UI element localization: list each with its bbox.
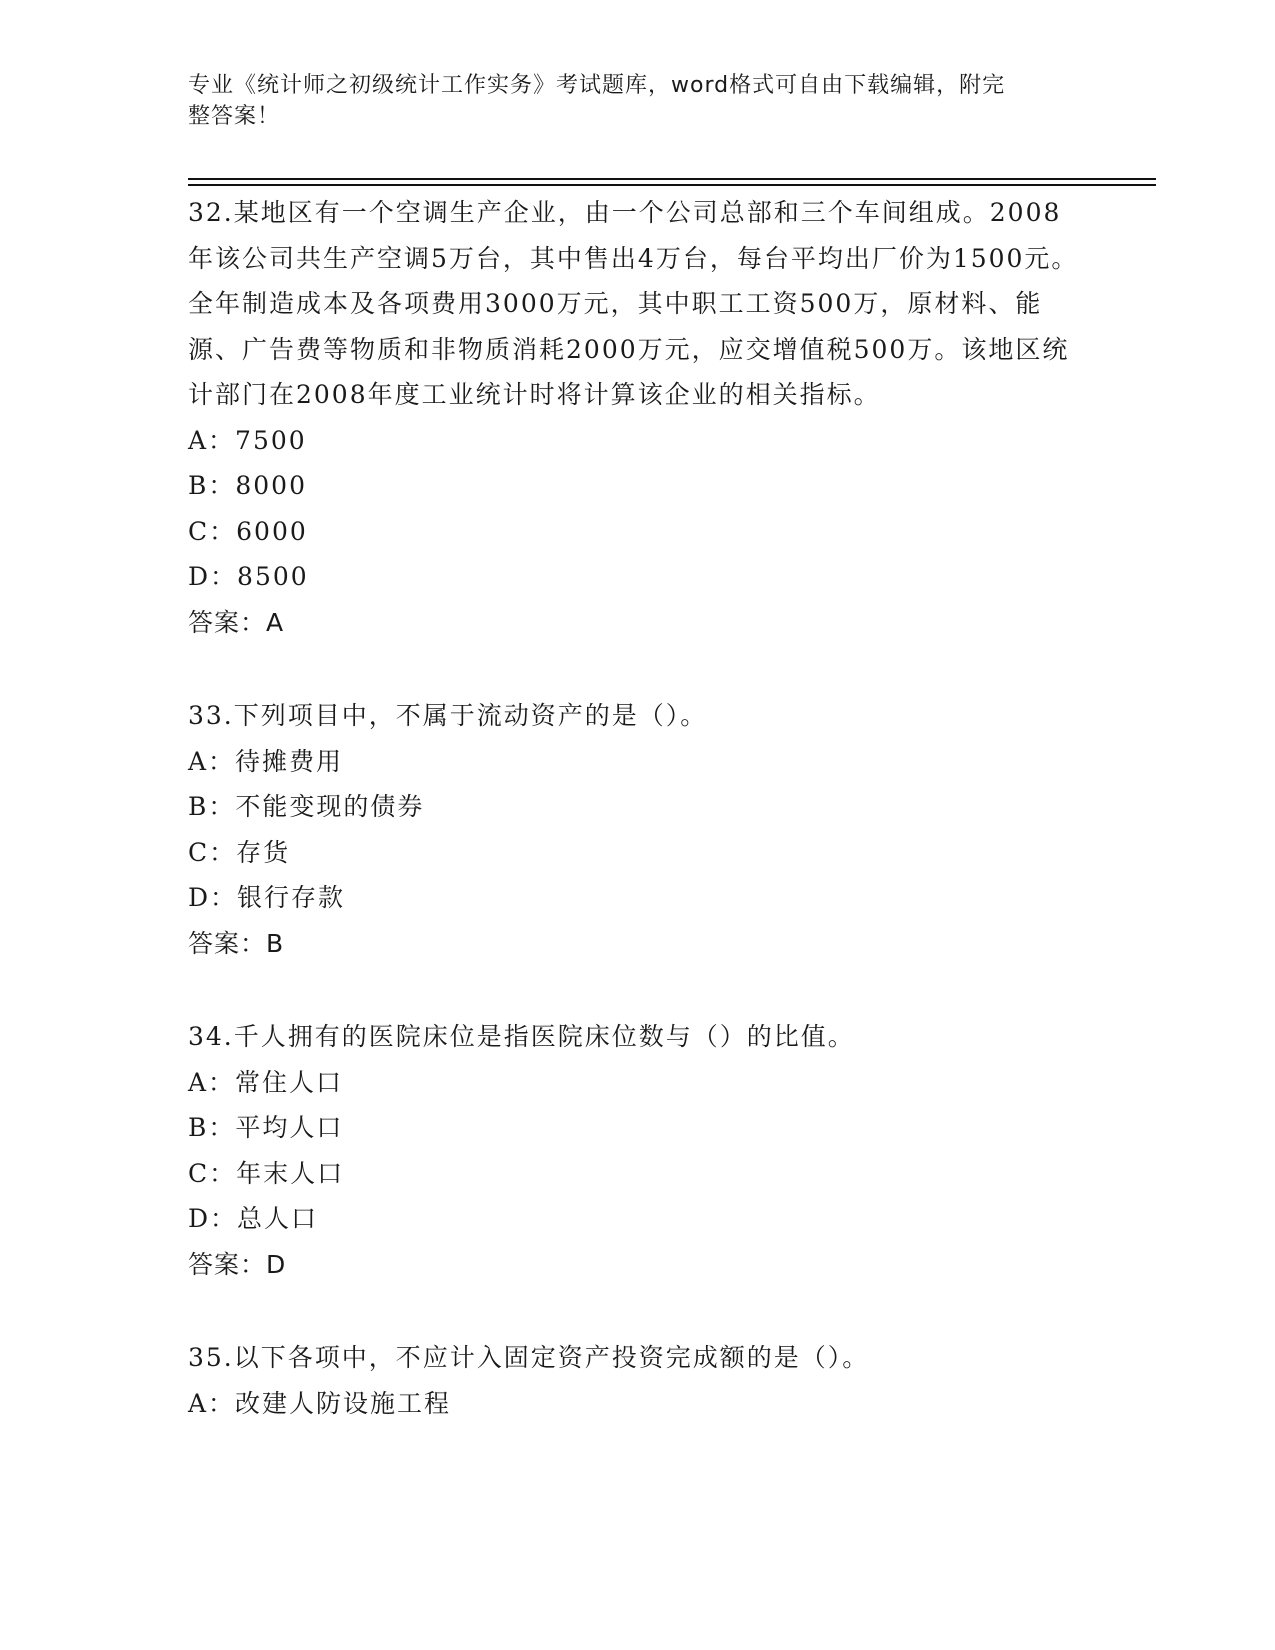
answer-line: 答案：A <box>188 607 285 637</box>
header-divider-top <box>188 178 1156 180</box>
option-c: C：存货 <box>188 837 291 867</box>
option-c: C：年末人口 <box>188 1158 345 1188</box>
header-divider-bottom <box>188 184 1156 186</box>
option-b: B：平均人口 <box>188 1113 344 1142</box>
header-line-2: 整答案！ <box>188 104 281 129</box>
option-b: B：8000 <box>188 471 307 500</box>
document-header <box>188 70 1068 132</box>
option-b: B：不能变现的债券 <box>188 792 425 821</box>
option-a: A：改建人防设施工程 <box>188 1388 452 1418</box>
question-34 <box>188 1014 1088 1287</box>
question-list <box>188 190 1088 1474</box>
question-35 <box>188 1335 1088 1426</box>
question-32 <box>188 190 1088 645</box>
question-stem: 34.千人拥有的医院床位是指医院床位数与（）的比值。 <box>188 1022 855 1051</box>
option-d: D：银行存款 <box>188 883 346 912</box>
option-a: A：常住人口 <box>188 1067 344 1097</box>
option-d: D：总人口 <box>188 1204 319 1233</box>
option-a: A：7500 <box>188 425 307 455</box>
question-stem: 32.某地区有一个空调生产企业，由一个公司总部和三个车间组成。2008年该公司共生产空调5万台，其中售出4万台，每台平均出厂价为1500元。全年制造成本及各项费用3000万元，其中职工工资500万，原材料、能源、广告费等物质和非物质消耗2000万元，应交增值税500万。该地区统计部门在2008年度工业统计时将计算该企业的相关指标。 <box>188 198 1079 409</box>
question-stem: 33.下列项目中，不属于流动资产的是（）。 <box>188 701 708 730</box>
answer-line: 答案：D <box>188 1249 287 1279</box>
answer-line: 答案：B <box>188 928 285 958</box>
header-line-1: 专业《统计师之初级统计工作实务》考试题库，word格式可自由下载编辑，附完 <box>188 73 1006 98</box>
question-stem: 35.以下各项中，不应计入固定资产投资完成额的是（）。 <box>188 1343 870 1372</box>
option-d: D：8500 <box>188 562 309 591</box>
question-33 <box>188 693 1088 966</box>
option-a: A：待摊费用 <box>188 746 344 776</box>
option-c: C：6000 <box>188 516 308 546</box>
